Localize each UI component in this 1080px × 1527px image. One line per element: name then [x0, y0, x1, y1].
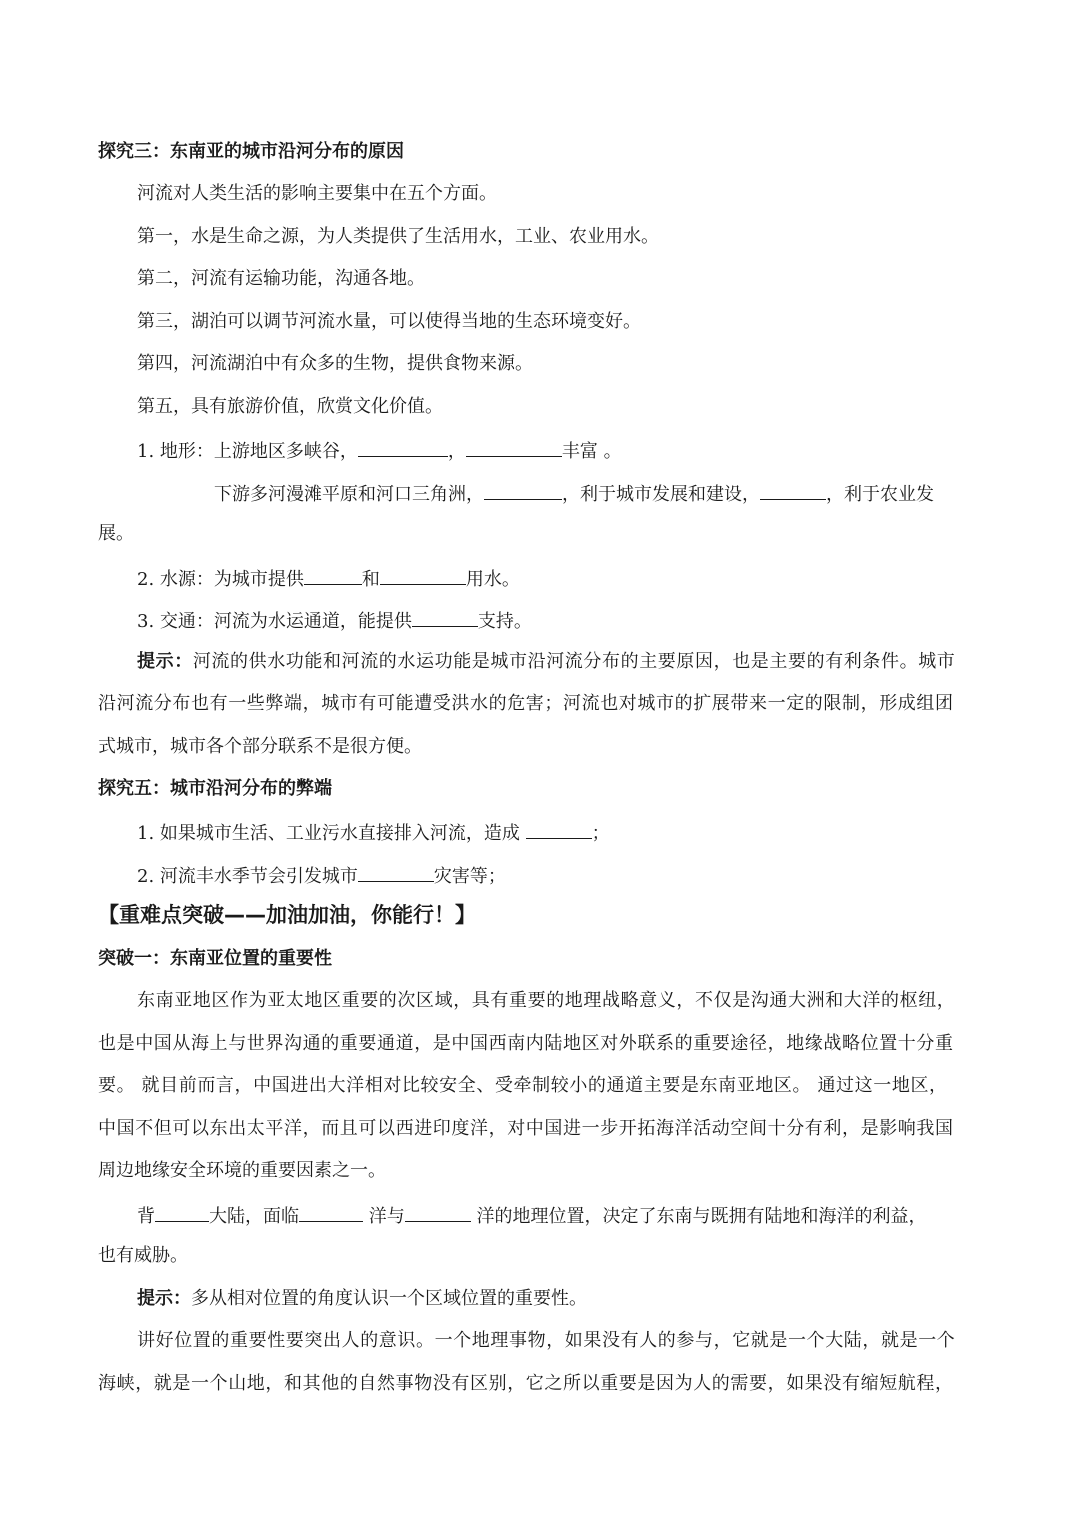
question-terrain-downstream: [214, 479, 978, 508]
question-terrain-cont: 展。: [98, 523, 134, 544]
fill-blank[interactable]: [412, 606, 478, 627]
hint-paragraph: [137, 649, 978, 675]
question-text: ；: [591, 823, 610, 844]
paragraph-first: 第一，水是生命之源，为人类提供了生活用水，工业、农业用水。: [137, 226, 659, 247]
question-traffic: [137, 606, 978, 635]
question-text: 大陆，面临: [209, 1206, 299, 1227]
question-text: 2. 河流丰水季节会引发城市: [137, 866, 358, 887]
fill-blank[interactable]: [380, 564, 466, 585]
body-paragraph-line: 东南亚地区作为亚太地区重要的次区域，具有重要的地理战略意义，不仅是沟通大洲和大洋的枢纽，: [137, 990, 956, 1011]
body-paragraph-line: 周边地缘安全环境的重要因素之一。: [98, 1160, 386, 1181]
question-water-source: [137, 564, 978, 593]
fill-blank[interactable]: [304, 564, 362, 585]
question-text: 背: [137, 1206, 155, 1227]
paragraph-fifth: 第五，具有旅游价值，欣赏文化价值。: [137, 396, 443, 417]
fill-blank[interactable]: [466, 436, 562, 457]
question-text: 1. 如果城市生活、工业污水直接排入河流，造成: [137, 823, 526, 844]
question-text: 用水。: [465, 569, 520, 590]
question-pollution: [137, 818, 978, 847]
question-text: ，利于城市发展和建设，: [562, 484, 760, 505]
fill-blank[interactable]: [299, 1201, 363, 1222]
section-heading-breakthrough-1: 突破一：东南亚位置的重要性: [98, 948, 332, 969]
question-text: ，: [447, 441, 466, 462]
paragraph-second: 第二，河流有运输功能，沟通各地。: [137, 268, 425, 289]
hint-label: 提示：: [137, 651, 193, 672]
fill-blank[interactable]: [405, 1201, 471, 1222]
question-text: 洋与: [363, 1206, 405, 1227]
paragraph-third: 第三，湖泊可以调节河流水量，可以使得当地的生态环境变好。: [137, 311, 641, 332]
hint-text: 河流的供水功能和河流的水运功能是城市沿河流分布的主要原因，也是主要的有利条件。城市: [192, 651, 956, 672]
breakthrough-title: 【重难点突破——加油加油，你能行！】: [98, 903, 476, 927]
question-text: 下游多河漫滩平原和河口三角洲，: [214, 484, 484, 505]
hint-text: 多从相对位置的角度认识一个区域位置的重要性。: [191, 1288, 587, 1309]
body-paragraph-line: 要。 就目前而言，中国进出大洋相对比较安全、受牵制较小的通道主要是东南亚地区。 通过这一地区，: [98, 1075, 948, 1096]
fill-blank[interactable]: [155, 1201, 209, 1222]
question-text: 3. 交通：河流为水运通道，能提供: [137, 611, 412, 632]
hint-paragraph-line: 沿河流分布也有一些弊端，城市有可能遭受洪水的危害；河流也对城市的扩展带来一定的限制，形成组团: [98, 693, 954, 714]
question-text: 1. 地形：上游地区多峡谷，: [137, 441, 358, 462]
question-text: 灾害等；: [433, 866, 506, 887]
paragraph-fourth: 第四，河流湖泊中有众多的生物，提供食物来源。: [137, 353, 533, 374]
fill-blank[interactable]: [358, 861, 434, 882]
question-text: 支持。: [477, 611, 532, 632]
fill-blank[interactable]: [484, 479, 562, 500]
body-paragraph-line: 中国不但可以东出太平洋，而且可以西进印度洋，对中国进一步开拓海洋活动空间十分有利，是影响我国: [98, 1118, 954, 1139]
question-flood: [137, 861, 978, 890]
question-location: [137, 1201, 978, 1230]
question-terrain: [137, 436, 978, 465]
section-heading-explore-3: 探究三：东南亚的城市沿河分布的原因: [98, 141, 404, 162]
hint-label: 提示：: [137, 1288, 191, 1309]
section-heading-explore-5: 探究五：城市沿河分布的弊端: [98, 778, 332, 799]
question-text: 洋的地理位置，决定了东南与既拥有陆地和海洋的利益，: [470, 1206, 927, 1227]
fill-blank[interactable]: [526, 818, 592, 839]
fill-blank[interactable]: [760, 479, 826, 500]
fill-blank[interactable]: [358, 436, 448, 457]
paragraph-intro: 河流对人类生活的影响主要集中在五个方面。: [137, 183, 497, 204]
hint-paragraph-line: 式城市，城市各个部分联系不是很方便。: [98, 736, 422, 757]
body-paragraph-line: 也是中国从海上与世界沟通的重要通道，是中国西南内陆地区对外联系的重要途径，地缘战略位置十分重: [98, 1033, 954, 1054]
body-paragraph-line: 讲好位置的重要性要突出人的意识。一个地理事物，如果没有人的参与，它就是一个大陆，就是一个: [137, 1330, 956, 1351]
question-text: 2. 水源：为城市提供: [137, 569, 304, 590]
body-paragraph-line: 海峡，就是一个山地，和其他的自然事物没有区别，它之所以重要是因为人的需要，如果没有缩短航程，: [98, 1373, 954, 1394]
question-location-cont: 也有威胁。: [98, 1245, 188, 1266]
hint-paragraph: [137, 1286, 978, 1312]
question-text: 和: [361, 569, 380, 590]
question-text: 丰富 。: [561, 441, 622, 462]
question-text: ，利于农业发: [826, 484, 934, 505]
